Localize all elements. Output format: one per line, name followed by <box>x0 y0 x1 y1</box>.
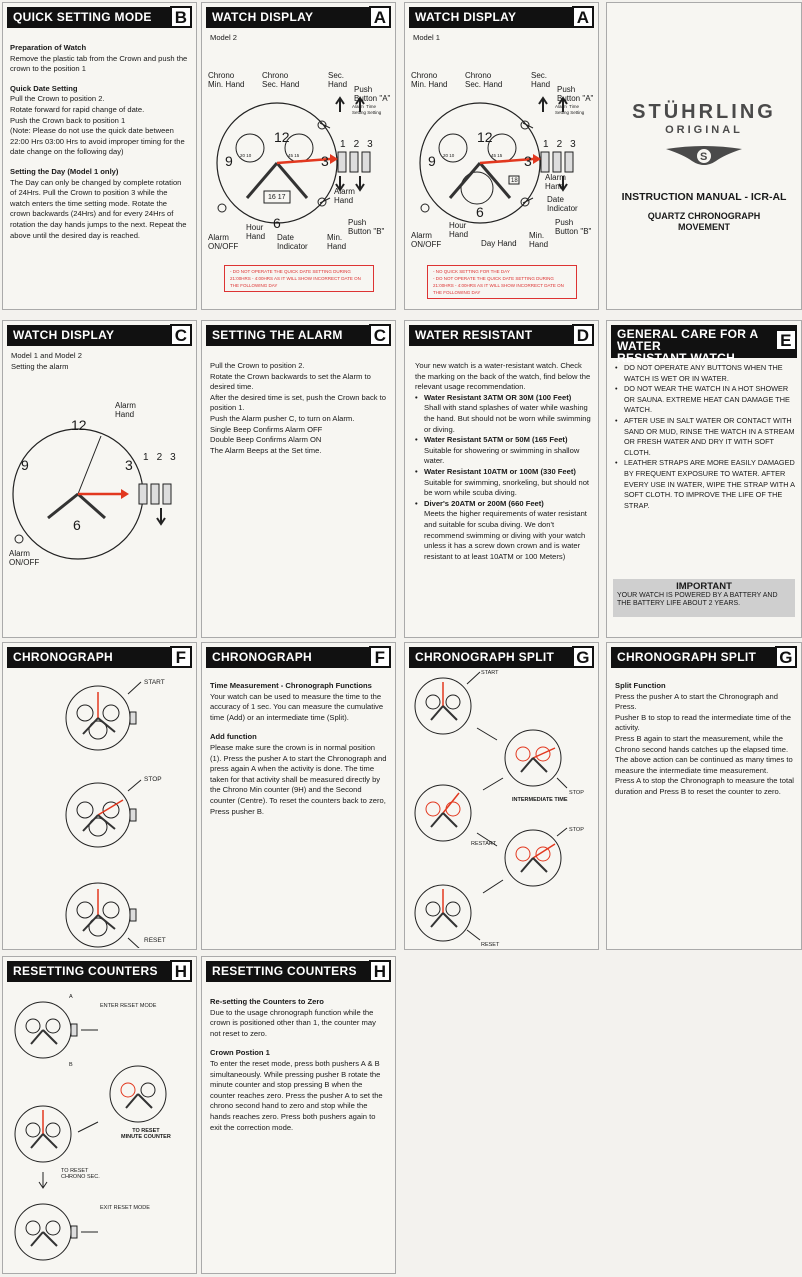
alarm-line: The Alarm Beeps at the Set time. <box>210 445 322 455</box>
section-letter: C <box>369 324 391 346</box>
label-a: A <box>69 994 73 1000</box>
care-item: • DO NOT OPERATE ANY BUTTONS WHEN THE WATCH IS WET OR IN WATER. <box>615 363 795 384</box>
label-chrono-sec: Chrono Sec. Hand <box>262 71 300 89</box>
brand-logo: STÜHRLING <box>632 101 776 123</box>
chrono-intro: Your watch can be used to measure the time to the accuracy of 1 sec. You can measure the cumulative time (Add) or an intermediate time (Split). <box>210 691 384 722</box>
chrono-title: Time Measurement - Chronograph Functions <box>210 681 372 690</box>
panel-header <box>206 961 391 982</box>
split-watches <box>405 668 598 948</box>
crown-positions: 123 <box>340 139 381 150</box>
header-title: SETTING THE ALARM <box>212 328 343 342</box>
dial-6: 6 <box>73 517 81 533</box>
section-letter: C <box>170 324 192 346</box>
svg-text:S: S <box>700 151 708 163</box>
header-title: WATER RESISTANT <box>415 328 533 342</box>
label-start: START <box>144 679 165 686</box>
water-resistant-text <box>415 361 591 562</box>
care-item: • AFTER USE IN SALT WATER OR CONTACT WITH SAND OR MUD, RINSE THE WATCH IN A STREAM OR FRESH WATER AND DRY IT WITH SOFT CLOTH. <box>615 416 795 458</box>
label-push-a: Push Button "A" <box>354 85 391 103</box>
label-alarm-onoff: Alarm ON/OFF <box>208 233 239 251</box>
crown-positions: 123 <box>143 452 184 463</box>
label-alarm-onoff: Alarm ON/OFF <box>9 549 40 567</box>
reset-title: Re-setting the Counters to Zero <box>210 997 324 1006</box>
quick-setting-text <box>10 43 188 241</box>
alarm-line: Single Beep Confirms Alarm OFF <box>210 424 323 434</box>
split-line: Pusher B to stop to read the intermediate time of the activity. <box>615 712 792 733</box>
label-date-indicator: Date Indicator <box>547 195 578 213</box>
label-min-hand: Min. Hand <box>529 231 549 249</box>
model-label: Model 1 <box>413 33 441 42</box>
label-hour-hand: Hour Hand <box>246 223 266 241</box>
panel-chrono-diagrams <box>2 642 197 950</box>
label-stop: STOP <box>569 790 584 796</box>
panel-header <box>7 7 192 28</box>
dial-6: 6 <box>476 204 484 220</box>
panel-reset-diagrams <box>2 956 197 1274</box>
panel-header <box>409 325 594 346</box>
panel-general-care <box>606 320 802 638</box>
panel-header <box>7 961 192 982</box>
panel-watch-display-alarm <box>2 320 197 638</box>
label-restart: RESTART <box>471 841 497 847</box>
alarm-line: Push the Alarm pusher C, to turn on Alarm. <box>210 413 355 423</box>
label-reset: RESET <box>481 942 500 948</box>
section-letter: F <box>170 646 192 668</box>
day-text: The Day can only be changed by complete rotation of 24Hrs. Pull the Crown to position 3 while the watch enters the time setting mode. Rotate the crown backwards (24Hrs) and for every 24Hrs of rotation the day hands jumps to the next. Repeat the above until the desired day is reached. <box>10 177 187 240</box>
important-text: YOUR WATCH IS POWERED BY A BATTERY AND THE BATTERY LIFE ABOUT 2 YEARS. <box>617 592 778 607</box>
model-label: Model 2 <box>210 33 238 42</box>
care-item: • LEATHER STRAPS ARE MORE EASILY DAMAGED BY FREQUENT EXPOSURE TO WATER. AFTER EVERY USE IN WATER, WIPE THE STRAP WITH A SOFT CLOTH. TO IMPROVE THE LIFE OF THE STRAP. <box>615 458 795 511</box>
brand-sub: ORIGINAL <box>665 124 743 136</box>
panel-header <box>206 7 391 28</box>
wr-item-title: • Water Resistant 10ATM or 100M (330 Feet) <box>415 467 591 478</box>
important-box <box>613 579 795 617</box>
alarm-diagram <box>3 346 196 626</box>
care-item: • DO NOT WEAR THE WATCH IN A HOT SHOWER OR SAUNA. EXTREME HEAT CAN DAMAGE THE WATCH. <box>615 384 795 416</box>
label-push-a: Push Button "A" <box>557 85 594 103</box>
day-title: Setting the Day (Model 1 only) <box>10 166 119 176</box>
alarm-line: Pull the Crown to position 2. <box>210 361 305 370</box>
crown-title: Crown Postion 1 <box>210 1048 270 1058</box>
date-line: Rotate forward for rapid change of date. <box>10 104 145 114</box>
panel-watch-display-model2 <box>201 2 396 310</box>
wr-item-text: Meets the higher requirements of water resistant and suitable for scuba diving. We don't recommend swimming or diving with your watch unless it has a screw down crown and is water resistant to at least 10ATM or 100 Meters) <box>424 509 587 561</box>
split-line: Press B again to start the measurement, while the Chrono second hands catches up the elapsed time. <box>615 733 789 754</box>
header-title: QUICK SETTING MODE <box>13 10 152 24</box>
label-intermediate: INTERMEDIATE TIME <box>512 797 568 803</box>
panel-quick-setting <box>2 2 197 310</box>
panel-header <box>409 647 594 668</box>
alarm-line: Rotate the Crown backwards to set the Alarm to desired time. <box>210 371 371 392</box>
warning-box: - NO QUICK SETTING FOR THE DAY - DO NOT OPERATE THE QUICK DATE SETTING DURING 21:00HRS - 4:00HRS AS IT WILL SHOW INCORRECT DATE ON THE FOLLOWING DAY <box>427 265 577 299</box>
panel-split-diagrams <box>404 642 599 950</box>
section-letter: E <box>775 329 797 351</box>
model-label: Model 1 and Model 2 <box>11 351 82 360</box>
panel-chrono-text <box>201 642 396 950</box>
subdial-right: 45 15 <box>491 153 503 158</box>
section-letter: B <box>170 6 192 28</box>
panel-cover <box>606 2 802 310</box>
manual-title: INSTRUCTION MANUAL - ICR-AL <box>621 191 787 203</box>
dial-9: 9 <box>21 457 29 473</box>
label-date-indicator: Date Indicator <box>277 233 308 251</box>
wr-item-title: • Diver's 20ATM or 200M (660 Feet) <box>415 499 591 510</box>
wr-item-title: • Water Resistant 5ATM or 50M (165 Feet) <box>415 435 591 446</box>
prep-title: Preparation of Watch <box>10 43 87 52</box>
split-line: Press A to stop the Chronograph to measure the total duration and Press B to reset the counter to zero. <box>615 776 794 796</box>
dial-9: 9 <box>428 153 436 169</box>
wr-item-text: Suitable for swimming, snorkeling, but should not be worn while scuba diving. <box>424 477 590 498</box>
setting-alarm-text <box>210 361 388 456</box>
dial-6: 6 <box>273 215 281 231</box>
header-title: CHRONOGRAPH <box>13 650 113 664</box>
chrono-watches <box>3 668 196 948</box>
label-alarm-hand: Alarm Hand <box>334 187 355 205</box>
label-alarm-time: Alarm Time Setting Setting <box>352 104 382 115</box>
brand-emblem-icon <box>664 141 744 171</box>
label-alarm-hand: Alarm Hand <box>115 401 136 419</box>
label-chrono-sec: Chrono Sec. Hand <box>465 71 503 89</box>
label-hour-hand: Hour Hand <box>449 221 469 239</box>
label-enter-reset: ENTER RESET MODE <box>100 1003 157 1009</box>
section-letter: F <box>369 646 391 668</box>
label-exit-reset: EXIT RESET MODE <box>100 1205 150 1211</box>
header-title: WATCH DISPLAY <box>13 328 115 342</box>
dial-9: 9 <box>225 153 233 169</box>
reset-text <box>210 997 388 1133</box>
intro: Your new watch is a water-resistant watch. Check the marking on the back of the watch, find below the relevant usage recommendation. <box>415 361 591 392</box>
section-letter: G <box>572 646 594 668</box>
dial-3: 3 <box>321 153 329 169</box>
header-title: RESETTING COUNTERS <box>212 964 357 978</box>
label-alarm-time: Alarm Time Setting Setting <box>555 104 585 115</box>
date-window: 18 <box>511 178 518 184</box>
label-start: START <box>481 670 499 676</box>
split-line: Press the pusher A to start the Chronograph and Press. <box>615 691 778 712</box>
label-sec: Sec. Hand <box>328 71 348 89</box>
dial-3: 3 <box>524 153 532 169</box>
panel-header <box>409 7 594 28</box>
alarm-line: Double Beep Confirms Alarm ON <box>210 435 322 445</box>
important-title: IMPORTANT <box>676 581 732 592</box>
label-stop: STOP <box>144 776 162 783</box>
chrono-text <box>210 681 388 817</box>
header-title: WATCH DISPLAY <box>415 10 517 24</box>
date-window: 16 17 <box>268 194 286 201</box>
header-title: CHRONOGRAPH SPLIT <box>617 650 757 664</box>
label-reset: RESET <box>144 937 166 944</box>
panel-header <box>611 325 797 365</box>
label-reset-minute: TO RESET MINUTE COUNTER <box>121 1128 171 1140</box>
label-reset-sec: TO RESET CHRONO SEC. <box>61 1168 100 1180</box>
label-push-b: Push Button "B" <box>348 218 385 236</box>
date-title: Quick Date Setting <box>10 83 78 93</box>
alarm-line: After the desired time is set, push the Crown back to position 1. <box>210 392 387 413</box>
header-title: WATCH DISPLAY <box>212 10 314 24</box>
label-b: B <box>69 1062 73 1068</box>
wr-item-text: Shall with stand splashes of water while washing the hand. But should not be worn while swimming or diving. <box>424 403 591 434</box>
header-title: CHRONOGRAPH SPLIT <box>415 650 555 664</box>
subtitle: Setting the alarm <box>11 362 69 371</box>
crown-text: To enter the reset mode, press both pushers A & B simultaneously. While pressing pusher B rotate the minute counter and stop pressing B when the counter reaches zero. Press the pusher A to set the chrono second hand to zero and stop while the hands reaches zero. Press both pushers again to exit the correction mode. <box>210 1058 383 1132</box>
panel-watch-display-model1 <box>404 2 599 310</box>
split-text <box>615 681 795 798</box>
reset-watches <box>3 982 196 1272</box>
crown-positions: 123 <box>543 139 584 150</box>
dial-3: 3 <box>125 457 133 473</box>
label-alarm-onoff: Alarm ON/OFF <box>411 231 442 249</box>
section-letter: G <box>775 646 797 668</box>
section-letter: H <box>369 960 391 982</box>
wr-item-title: • Water Resistant 3ATM OR 30M (100 Feet) <box>415 393 591 404</box>
date-line: Pull the Crown to position 2. <box>10 94 105 104</box>
panel-header <box>7 647 192 668</box>
dial-12: 12 <box>71 417 87 433</box>
label-alarm-hand: Alarm Hand <box>545 173 566 191</box>
label-chrono-min: Chrono Min. Hand <box>411 71 448 89</box>
add-text: Please make sure the crown is in normal position (1). Press the pusher A to start the Chronograph and press again A when the activity is done. The time taken for that activity shall be measured directly by the Chrono Min counter (9H) and the Second counter (Centre). To reset the counters back to zero, Press pusher B. <box>210 742 387 816</box>
header-title: RESETTING COUNTERS <box>13 964 158 978</box>
add-title: Add function <box>210 732 257 742</box>
date-line: (Note: Please do not use the quick date between 22:00 Hrs 03:00 Hrs to avoid improper timing for the date change on the following day) <box>10 126 185 157</box>
label-sec: Sec. Hand <box>531 71 551 89</box>
panel-header <box>206 647 391 668</box>
panel-split-text <box>606 642 802 950</box>
label-push-b: Push Button "B" <box>555 218 592 236</box>
subdial-left: 20 10 <box>443 153 455 158</box>
reset-intro: Due to the usage chronograph function while the crown is positioned other than 1, the counter may not reset to zero. <box>210 1007 376 1038</box>
label-min-hand: Min. Hand <box>327 233 347 251</box>
date-line: Push the Crown back to position 1 <box>10 115 126 125</box>
split-title: Split Function <box>615 681 666 690</box>
section-letter: A <box>369 6 391 28</box>
section-letter: A <box>572 6 594 28</box>
subdial-right: 45 15 <box>288 153 300 158</box>
general-care-text <box>615 363 795 511</box>
dial-12: 12 <box>477 129 493 145</box>
section-letter: D <box>572 324 594 346</box>
label-day-hand: Day Hand <box>481 239 517 248</box>
split-line: The above action can be continued as many times to measure the intermediate time measurement. <box>615 755 793 775</box>
prep-text: Remove the plastic tab from the Crown and push the crown to the position 1 <box>10 53 188 74</box>
header-title: GENERAL CARE FOR A WATER RESISTANT WATCH <box>617 327 758 365</box>
product-title: QUARTZ CHRONOGRAPH MOVEMENT <box>647 211 761 232</box>
label-chrono-min: Chrono Min. Hand <box>208 71 245 89</box>
panel-water-resistant <box>404 320 599 638</box>
subdial-left: 20 10 <box>240 153 252 158</box>
header-title: CHRONOGRAPH <box>212 650 312 664</box>
dial-12: 12 <box>274 129 290 145</box>
panel-reset-text <box>201 956 396 1274</box>
panel-setting-alarm <box>201 320 396 638</box>
wr-item-text: Suitable for showering or swimming in shallow water. <box>424 445 580 466</box>
panel-header <box>7 325 192 346</box>
panel-header <box>611 647 797 668</box>
warning-box: - DO NOT OPERATE THE QUICK DATE SETTING DURING 21:00HRS - 4:00HRS AS IT WILL SHOW INCORRECT DATE ON THE FOLLOWING DAY <box>224 265 374 292</box>
label-stop-2: STOP <box>569 827 584 833</box>
panel-header <box>206 325 391 346</box>
section-letter: H <box>170 960 192 982</box>
